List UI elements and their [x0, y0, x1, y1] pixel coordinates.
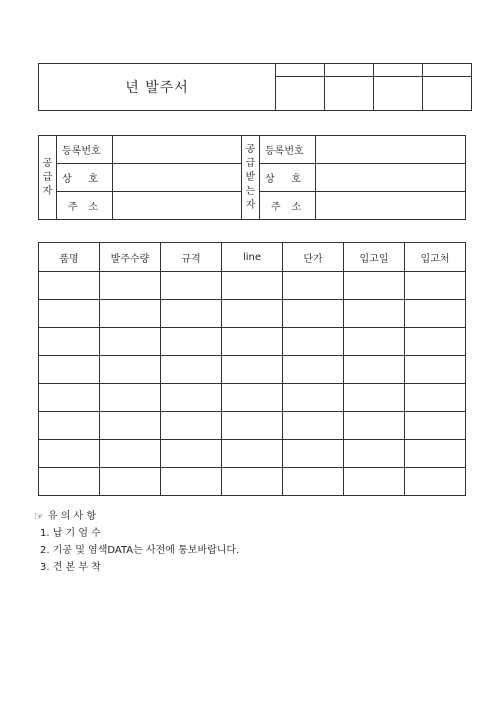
- table-cell[interactable]: [405, 356, 466, 384]
- table-cell[interactable]: [222, 412, 283, 440]
- supplier-name-label: 상 호: [57, 164, 113, 192]
- table-cell[interactable]: [344, 356, 405, 384]
- approval-box-4[interactable]: [423, 77, 472, 111]
- table-cell[interactable]: [100, 356, 161, 384]
- supplier-reg-no-label: 등록번호: [57, 136, 113, 164]
- table-cell[interactable]: [100, 468, 161, 496]
- table-cell[interactable]: [405, 300, 466, 328]
- table-cell[interactable]: [161, 356, 222, 384]
- table-cell[interactable]: [39, 440, 100, 468]
- receiver-address-label: 주 소: [260, 192, 316, 220]
- order-items-table: [38, 242, 466, 496]
- table-row: [39, 440, 466, 468]
- column-header: 입고처: [405, 243, 466, 272]
- table-cell[interactable]: [344, 384, 405, 412]
- table-cell[interactable]: [222, 328, 283, 356]
- table-cell[interactable]: [405, 272, 466, 300]
- table-cell[interactable]: [222, 272, 283, 300]
- column-header: 단가: [283, 243, 344, 272]
- approval-box-2[interactable]: [325, 77, 374, 111]
- table-cell[interactable]: [100, 412, 161, 440]
- table-cell[interactable]: [39, 300, 100, 328]
- table-cell[interactable]: [161, 328, 222, 356]
- pointing-hand-icon: ☞: [34, 510, 44, 523]
- table-cell[interactable]: [39, 412, 100, 440]
- table-cell[interactable]: [100, 440, 161, 468]
- column-header: 발주수량: [100, 243, 161, 272]
- table-cell[interactable]: [405, 384, 466, 412]
- table-cell[interactable]: [39, 384, 100, 412]
- party-info-table: [38, 135, 466, 220]
- table-cell[interactable]: [161, 412, 222, 440]
- table-cell[interactable]: [222, 468, 283, 496]
- table-cell[interactable]: [39, 468, 100, 496]
- supplier-label: 공 급 자: [39, 136, 57, 220]
- table-cell[interactable]: [100, 300, 161, 328]
- approval-header-1: [276, 64, 325, 77]
- note-item: 2. 기공 및 염색DATA는 사전에 통보바랍니다.: [40, 545, 240, 556]
- table-row: [39, 300, 466, 328]
- table-header-row: [39, 243, 466, 272]
- table-cell[interactable]: [222, 300, 283, 328]
- table-cell[interactable]: [283, 384, 344, 412]
- supplier-address-label: 주 소: [57, 192, 113, 220]
- table-cell[interactable]: [161, 300, 222, 328]
- table-cell[interactable]: [344, 328, 405, 356]
- supplier-name-field[interactable]: [113, 164, 242, 192]
- approval-header-3: [374, 64, 423, 77]
- document-title: 년 발주서: [39, 64, 276, 111]
- table-cell[interactable]: [283, 328, 344, 356]
- receiver-address-field[interactable]: [316, 192, 466, 220]
- table-cell[interactable]: [161, 468, 222, 496]
- notes-title: 유 의 사 항: [47, 511, 97, 522]
- table-cell[interactable]: [344, 412, 405, 440]
- table-cell[interactable]: [222, 440, 283, 468]
- title-block: [38, 63, 472, 111]
- table-cell[interactable]: [283, 468, 344, 496]
- table-cell[interactable]: [344, 468, 405, 496]
- table-cell[interactable]: [100, 384, 161, 412]
- table-cell[interactable]: [222, 356, 283, 384]
- table-cell[interactable]: [39, 272, 100, 300]
- approval-box-1[interactable]: [276, 77, 325, 111]
- receiver-label: 공 급 받 는 자: [242, 136, 260, 220]
- table-cell[interactable]: [344, 272, 405, 300]
- table-cell[interactable]: [283, 272, 344, 300]
- table-cell[interactable]: [405, 328, 466, 356]
- approval-header-2: [325, 64, 374, 77]
- supplier-reg-no-field[interactable]: [113, 136, 242, 164]
- column-header: 입고일: [344, 243, 405, 272]
- notes-title-row: [34, 508, 239, 525]
- note-item: 3. 견 본 부 착: [40, 562, 101, 573]
- table-body: [39, 272, 466, 496]
- column-header: 규격: [161, 243, 222, 272]
- table-cell[interactable]: [283, 300, 344, 328]
- table-cell[interactable]: [161, 440, 222, 468]
- table-cell[interactable]: [405, 412, 466, 440]
- table-cell[interactable]: [161, 384, 222, 412]
- receiver-reg-no-field[interactable]: [316, 136, 466, 164]
- table-cell[interactable]: [283, 412, 344, 440]
- table-cell[interactable]: [283, 356, 344, 384]
- table-cell[interactable]: [405, 440, 466, 468]
- table-row: [39, 412, 466, 440]
- table-row: [39, 356, 466, 384]
- table-row: [39, 384, 466, 412]
- column-header: 품명: [39, 243, 100, 272]
- table-cell[interactable]: [39, 328, 100, 356]
- table-cell[interactable]: [344, 300, 405, 328]
- table-cell[interactable]: [100, 328, 161, 356]
- receiver-name-label: 상 호: [260, 164, 316, 192]
- table-cell[interactable]: [344, 440, 405, 468]
- table-row: [39, 328, 466, 356]
- table-cell[interactable]: [222, 384, 283, 412]
- notes-section: [34, 508, 239, 576]
- receiver-reg-no-label: 등록번호: [260, 136, 316, 164]
- approval-header-4: [423, 64, 472, 77]
- column-header: line: [222, 243, 283, 272]
- supplier-address-field[interactable]: [113, 192, 242, 220]
- table-row: [39, 272, 466, 300]
- approval-box-3[interactable]: [374, 77, 423, 111]
- table-cell[interactable]: [39, 356, 100, 384]
- table-cell[interactable]: [283, 440, 344, 468]
- table-cell[interactable]: [405, 468, 466, 496]
- table-cell[interactable]: [100, 272, 161, 300]
- table-row: [39, 468, 466, 496]
- note-item: 1. 납 기 엄 수: [40, 528, 101, 539]
- receiver-name-field[interactable]: [316, 164, 466, 192]
- table-cell[interactable]: [161, 272, 222, 300]
